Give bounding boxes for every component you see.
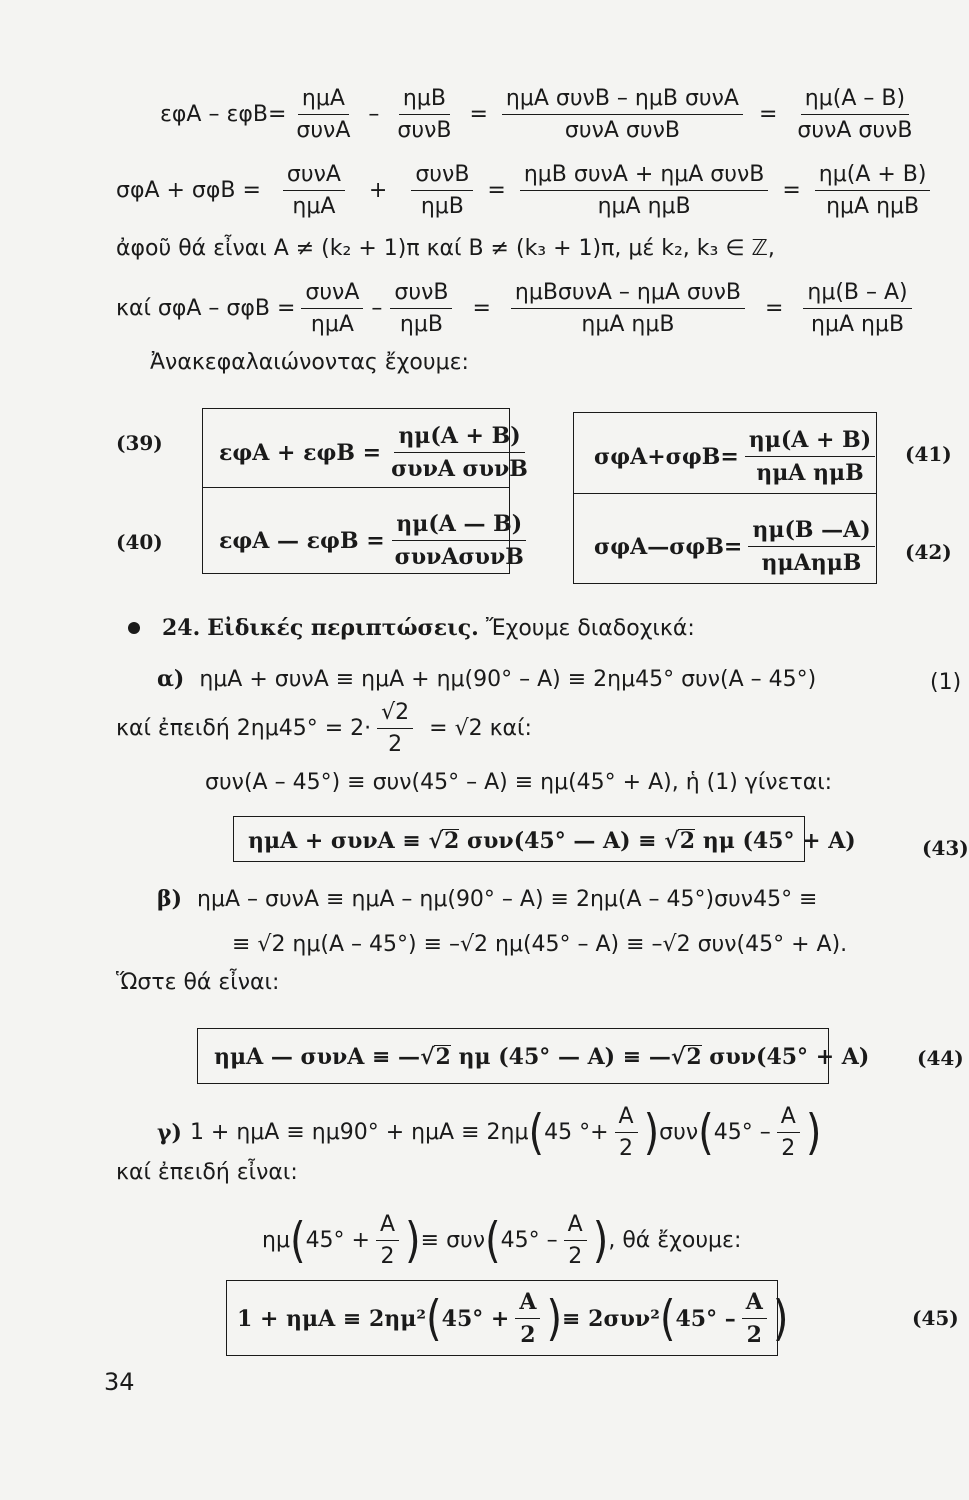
- formula-number-43: (43): [922, 836, 969, 860]
- fraction: $\frac{\text{ημB συνA + ημA συνB}}{\text{ημA ημB}}$: [520, 162, 769, 219]
- formula-42: σφA—σφB= $\frac{\eta\mu(B —A)}{\text{ημAημB}}$: [594, 517, 881, 576]
- formula-number-39: (39): [116, 431, 163, 455]
- fraction: $\frac{\eta\mu(B - A)}{\text{ημA ημB}}$: [803, 280, 911, 337]
- formula-40: εφA — εφB = $\frac{\eta\mu(A — B)}{\text{συνAσυνB}}$: [219, 511, 534, 570]
- formula-number-41: (41): [905, 442, 952, 466]
- fraction: $\frac{\eta\mu(A + B)}{\text{ημA ημB}}$: [815, 162, 931, 219]
- formula-number-1: (1): [930, 670, 962, 695]
- paren-right: ): [405, 1212, 421, 1269]
- paren-left: (: [289, 1212, 306, 1269]
- condition-text: ἀφοῦ θά εἶναι A ≠ (k₂ + 1)π καί B ≠ (k₃ + 1)π, μέ k₂, k₃ ∈ ℤ,: [116, 236, 775, 261]
- equation-cot-difference: [116, 280, 918, 337]
- fraction: $\frac{\text{ημB}}{\text{συνB}}$: [397, 86, 452, 143]
- fraction: $\frac{\text{συνB}}{\text{ημB}}$: [390, 280, 452, 337]
- case-a-line2: καί ἐπειδή 2ημ45° = 2· $\frac{√2}{2}$ = √2 καί:: [116, 700, 532, 757]
- case-b-line3: Ὥστε θά εἶναι:: [116, 970, 280, 995]
- case-c-line2: καί ἐπειδή εἶναι:: [116, 1160, 298, 1185]
- fraction: $\frac{A}{2}$: [515, 1289, 540, 1348]
- formula-39: εφA + εφB = $\frac{\eta\mu(A + B)}{\text{συνA συνB}}$: [219, 423, 538, 482]
- case-b-line2: ≡ √2 ημ(A – 45°) ≡ –√2 ημ(45° – A) ≡ –√2 συν(45° + A).: [232, 932, 848, 957]
- fraction: $\frac{\eta\mu(A - B)}{\text{συνA συνB}}$: [797, 86, 913, 143]
- equals: =: [487, 178, 506, 203]
- eq-lhs: σφA + σφB =: [116, 178, 261, 203]
- operator: –: [368, 102, 380, 127]
- paren-left: (: [485, 1212, 501, 1269]
- formula-box-43: [233, 816, 856, 862]
- page-number: 34: [104, 1368, 135, 1396]
- case-a-line1: α) ημA + συνA ≡ ημA + ημ(90° – A) ≡ 2ημ45° συν(A – 45°): [157, 666, 817, 692]
- paren-right: ): [643, 1104, 660, 1161]
- divider: [203, 487, 509, 488]
- case-b-line1: β) ημA – συνA ≡ ημA – ημ(90° – A) ≡ 2ημ(A – 45°)συν45° ≡: [157, 886, 818, 912]
- paren-left: (: [426, 1290, 442, 1347]
- fraction: $\frac{\text{ημA}}{\text{συνA}}$: [296, 86, 351, 143]
- formula-43: ημA + συνA ≡ √2 συν(45° — A) ≡ √2 ημ (45° + A): [248, 828, 856, 854]
- paren-left: (: [659, 1290, 676, 1347]
- formula-45: 1 + ημA ≡ 2ημ² ( 45° + $\frac{A}{2}$ ) ≡ 2συν² ( 45° – $\frac{A}{2}$ ): [237, 1289, 789, 1348]
- equation-cot-sum: [116, 162, 936, 219]
- case-a-line3: συν(A – 45°) ≡ συν(45° – A) ≡ ημ(45° + A), ἡ (1) γίνεται:: [205, 770, 833, 795]
- fraction: $\frac{\text{ημBσυνA – ημA συνB}}{\text{ημA ημB}}$: [511, 280, 745, 337]
- eq-lhs: καί σφA – σφB =: [116, 296, 296, 321]
- fraction: $\frac{\text{ημA συνB – ημB συνA}}{\text{συνA συνB}}$: [502, 86, 743, 143]
- equation-tan-difference: [160, 86, 922, 143]
- bullet-icon: [128, 622, 140, 634]
- fraction: $\frac{√2}{2}$: [377, 700, 413, 757]
- case-c-line1: γ) 1 + ημA ≡ ημ90° + ημA ≡ 2ημ ( 45 °+ $\frac{A}{2}$ ) συν ( 45° – $\frac{A}{2}$ ): [157, 1104, 822, 1161]
- paren-left: (: [528, 1104, 545, 1161]
- equals: =: [782, 178, 801, 203]
- formula-number-45: (45): [912, 1306, 959, 1330]
- divider: [574, 493, 876, 494]
- case-c-line3: ημ ( 45° + $\frac{A}{2}$ ) ≡ συν ( 45° – $\frac{A}{2}$ ) , θά ἔχουμε:: [262, 1212, 742, 1269]
- formula-41: σφA+σφB= $\frac{\eta\mu(A + B)}{\text{ημA ημB}}$: [594, 427, 881, 486]
- equals: =: [472, 296, 491, 321]
- eq-lhs: εφA – εφB=: [160, 102, 287, 127]
- paren-right: ): [592, 1212, 609, 1269]
- summary-heading: Ἀνακεφαλαιώνοντας ἔχουμε:: [150, 350, 469, 375]
- section-24-heading: 24. Εἰδικές περιπτώσεις. Ἔχουμε διαδοχικά:: [162, 615, 695, 641]
- formula-box-41-42: [573, 412, 877, 584]
- fraction: $\frac{\eta\mu(A — B)}{\text{συνAσυνB}}$: [391, 511, 528, 570]
- fraction: $\frac{\text{συνA}}{\text{ημA}}$: [301, 280, 363, 337]
- formula-44: ημA — συνA ≡ —√2 ημ (45° — A) ≡ —√2 συν(45° + A): [214, 1044, 870, 1070]
- formula-number-40: (40): [116, 530, 163, 554]
- formula-box-44: [197, 1028, 870, 1084]
- fraction: $\frac{A}{2}$: [376, 1212, 399, 1269]
- fraction: $\frac{\eta\mu(B —A)}{\text{ημAημB}}$: [748, 517, 874, 576]
- fraction: $\frac{A}{2}$: [615, 1104, 638, 1161]
- fraction: $\frac{\eta\mu(A + B)}{\text{ημA ημB}}$: [745, 427, 875, 486]
- equals: =: [469, 102, 488, 127]
- fraction: $\frac{A}{2}$: [564, 1212, 587, 1269]
- equals: =: [758, 102, 778, 127]
- fraction: $\frac{\eta\mu(A + B)}{\text{συνA συνB}}$: [391, 423, 528, 482]
- paren-left: (: [698, 1104, 714, 1161]
- formula-box-39-40: [202, 408, 528, 574]
- equals: =: [764, 296, 784, 321]
- fraction: $\frac{\text{συνB}}{\text{ημB}}$: [411, 162, 473, 219]
- paren-right: ): [805, 1104, 822, 1161]
- fraction: $\frac{A}{2}$: [777, 1104, 800, 1161]
- paren-right: ): [772, 1290, 789, 1347]
- paren-right: ): [546, 1290, 563, 1347]
- fraction: $\frac{A}{2}$: [742, 1289, 767, 1348]
- operator: –: [371, 296, 383, 321]
- formula-box-45: [226, 1280, 789, 1356]
- formula-number-42: (42): [905, 540, 952, 564]
- fraction: $\frac{\text{συνA}}{\text{ημA}}$: [283, 162, 345, 219]
- formula-number-44: (44): [917, 1046, 964, 1070]
- operator: +: [368, 178, 388, 203]
